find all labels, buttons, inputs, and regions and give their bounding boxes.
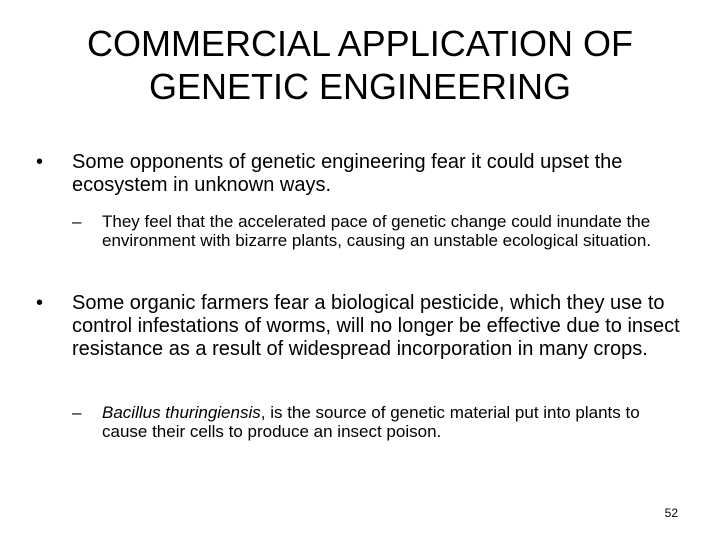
bullet-mark: • [36,292,44,314]
dash-mark: – [72,212,82,231]
slide-title [20,22,700,108]
bullet-item-ecosystem [36,151,686,197]
page-number: 52 [664,506,678,520]
bullet-text: Some opponents of genetic engineering fear it could upset the ecosystem in unknown ways. [72,151,623,196]
sub-bullet-rest: , is the source of genetic material put into plants to cause their cells to produce an insect poison. [102,403,640,441]
bullet-mark: • [36,151,44,173]
sub-bullet-item-accelerated-pace [72,212,652,250]
bullet-text: Some organic farmers fear a biological pesticide, which they use to control infestations of worms, will no longer be effective due to insect resistance as a result of widespread incorporation in many crops. [72,292,680,360]
sub-bullet-text: They feel that the accelerated pace of genetic change could inundate the environment with bizarre plants, causing an unstable ecological situation. [102,212,652,250]
sub-bullet-text [102,403,652,441]
title-line-1: COMMERCIAL APPLICATION OF [86,23,634,64]
sub-bullet-item-bacillus [72,403,652,441]
species-name: Bacillus thuringiensis [102,403,261,422]
dash-mark: – [72,403,82,422]
title-line-2: GENETIC ENGINEERING [148,66,572,107]
bullet-item-organic-farmers [36,292,686,361]
